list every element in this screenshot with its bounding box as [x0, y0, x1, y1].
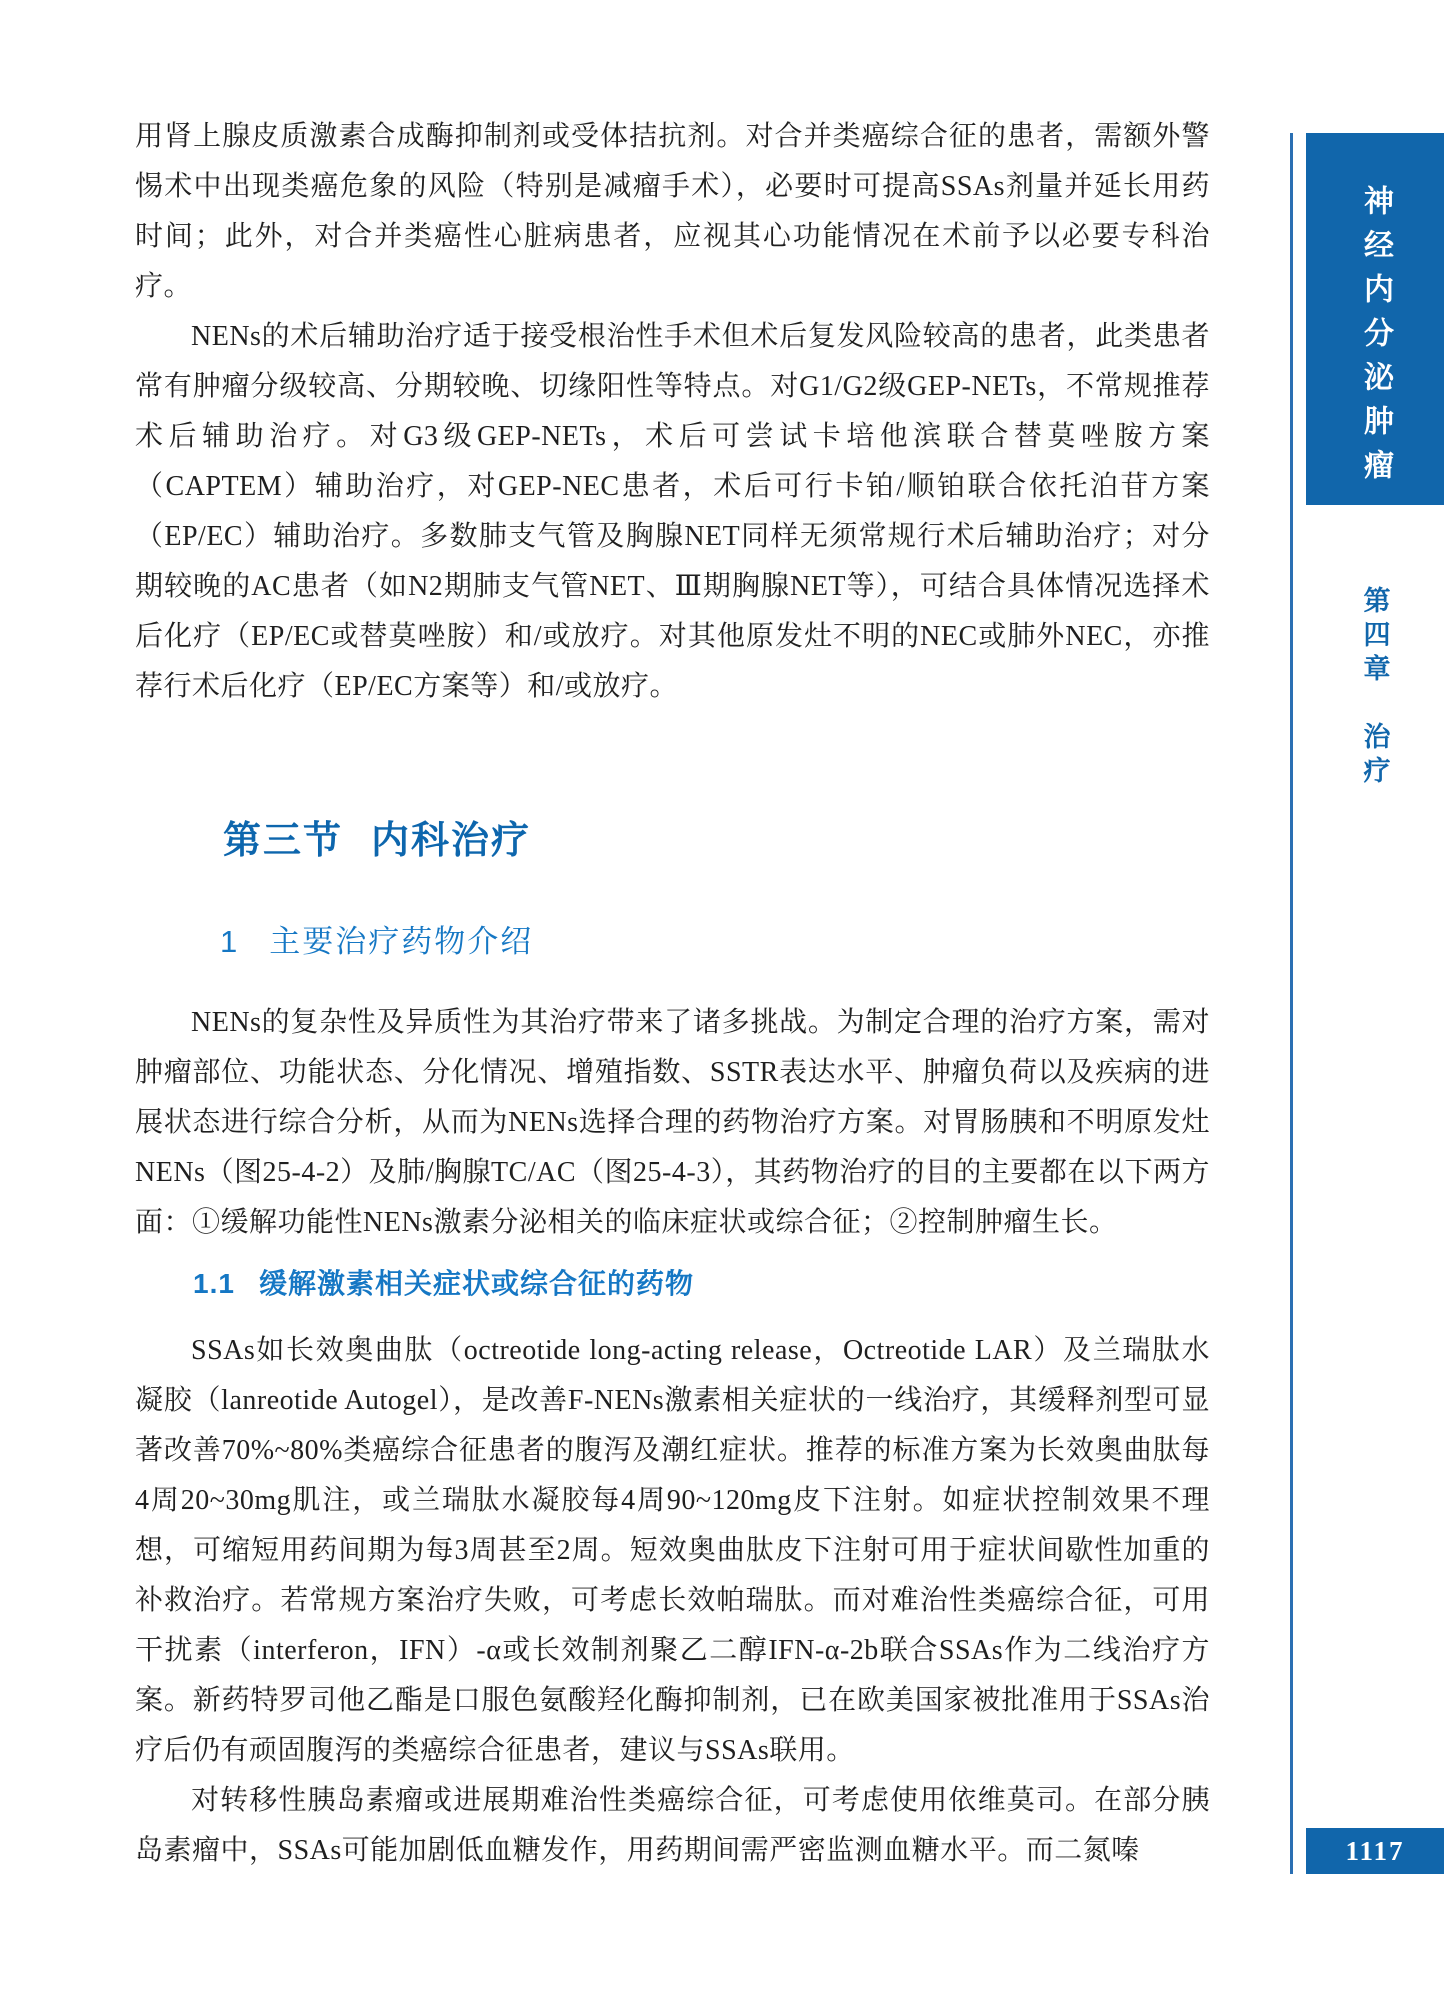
page-number-box: [1306, 1828, 1444, 1874]
section-title: 内科治疗: [371, 820, 532, 862]
paragraph-ssas: SSAs如长效奥曲肽（octreotide long-acting release，Octreotide LAR）及兰瑞肽水凝胶（lanreotide Autogel），是改善F-NENs激素相关症状的一线治疗，其缓释剂型可显著改善70%~80%类癌综合征患者的腹泻及潮红症状。推荐的标准方案为长效奥曲肽每4周20~30mg肌注，或兰瑞肽水凝胶每4周90~120mg皮下注射。如症状控制效果不理想，可缩短用药间期为每3周甚至2周。短效奥曲肽皮下注射可用于症状间歇性加重的补救治疗。若常规方案治疗失败，可考虑长效帕瑞肽。而对难治性类癌综合征，可用干扰素（interferon，IFN）-α或长效制剂聚乙二醇IFN-α-2b联合SSAs作为二线治疗方案。新药特罗司他乙酯是口服色氨酸羟化酶抑制剂，已在欧美国家被批准用于SSAs治疗后仍有顽固腹泻的类癌综合征患者，建议与SSAs联用。: [135, 1335, 1210, 1766]
heading-main-drugs-number: 1: [220, 924, 240, 959]
sidebar-divider-rule: [1290, 133, 1293, 1874]
heading-symptom-relief-number: 1.1: [193, 1268, 235, 1299]
main-text-column: [135, 112, 1210, 1876]
sidebar-book-title: 神经内分泌肿瘤: [1359, 185, 1392, 493]
page-number: 1117: [1345, 1835, 1405, 1866]
paragraph-treatment-intro: NENs的复杂性及异质性为其治疗带来了诸多挑战。为制定合理的治疗方案，需对肿瘤部位、功能状态、分化情况、增殖指数、SSTR表达水平、肿瘤负荷以及疾病的进展状态进行综合分析，从而为NENs选择合理的药物治疗方案。对胃肠胰和不明原发灶NENs（图25-4-2）及肺/胸腺TC/AC（图25-4-3），其药物治疗的目的主要都在以下两方面：①缓解功能性NENs激素分泌相关的临床症状或综合征；②控制肿瘤生长。: [135, 1007, 1210, 1238]
heading-main-drugs: [220, 922, 1210, 962]
paragraph-continuation: 用肾上腺皮质激素合成酶抑制剂或受体拮抗剂。对合并类癌综合征的患者，需额外警惕术中出现类癌危象的风险（特别是减瘤手术），必要时可提高SSAs剂量并延长用药时间；此外，对合并类癌性心脏病患者，应视其心功能情况在术前予以必要专科治疗。: [135, 121, 1210, 302]
paragraph-adjuvant-therapy: NENs的术后辅助治疗适于接受根治性手术但术后复发风险较高的患者，此类患者常有肿瘤分级较高、分期较晚、切缘阳性等特点。对G1/G2级GEP-NETs，不常规推荐术后辅助治疗。对G3级GEP-NETs，术后可尝试卡培他滨联合替莫唑胺方案（CAPTEM）辅助治疗，对GEP-NEC患者，术后可行卡铂/顺铂联合依托泊苷方案（EP/EC）辅助治疗。多数肺支气管及胸腺NET同样无须常规行术后辅助治疗；对分期较晚的AC患者（如N2期肺支气管NET、Ⅲ期胸腺NET等），可结合具体情况选择术后化疗（EP/EC或替莫唑胺）和/或放疗。对其他原发灶不明的NEC或肺外NEC，亦推荐行术后化疗（EP/EC方案等）和/或放疗。: [135, 321, 1210, 702]
paragraph-everolimus: 对转移性胰岛素瘤或进展期难治性类癌综合征，可考虑使用依维莫司。在部分胰岛素瘤中，SSAs可能加剧低血糖发作，用药期间需严密监测血糖水平。而二氮嗪: [135, 1785, 1210, 1866]
heading-symptom-relief-title: 缓解激素相关症状或综合征的药物: [258, 1268, 694, 1299]
heading-symptom-relief-drugs: [193, 1264, 1210, 1304]
heading-main-drugs-title: 主要治疗药物介绍: [269, 924, 534, 959]
sidebar-book-title-box: [1306, 133, 1444, 505]
section-heading: [223, 818, 1210, 864]
sidebar-chapter-label: 第四章 治疗: [1359, 586, 1390, 790]
section-number: 第三节: [223, 820, 344, 862]
sidebar-chapter-label-box: [1306, 586, 1444, 790]
